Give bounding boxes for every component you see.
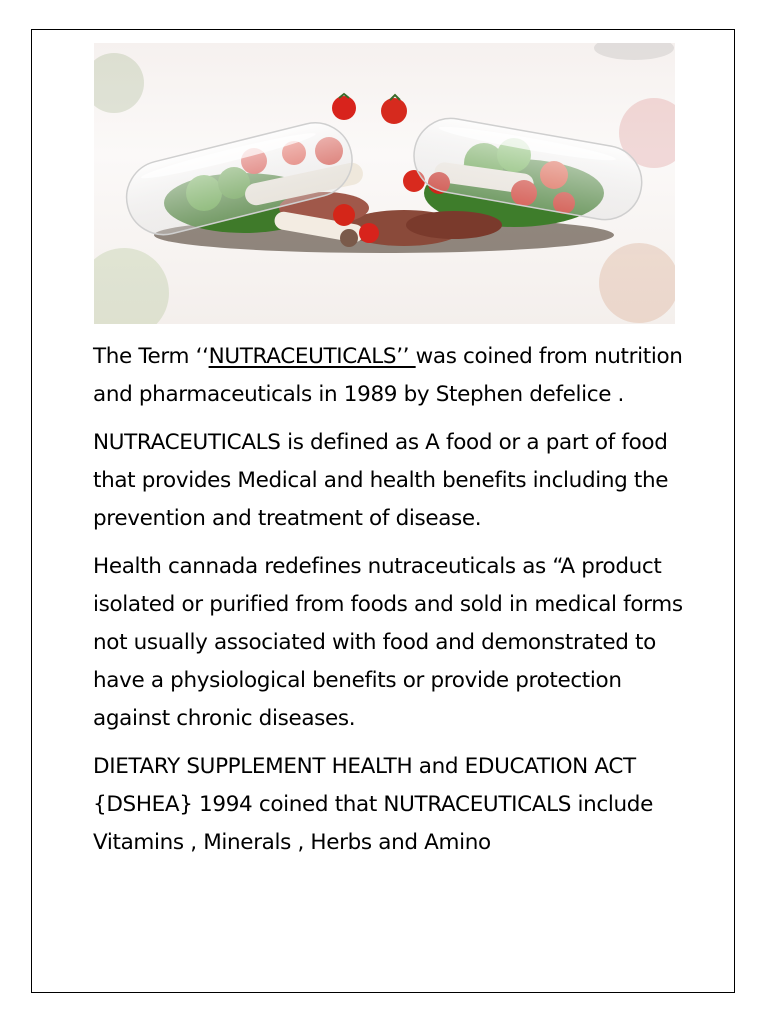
paragraph-health-canada: Health cannada redefines nutraceuticals as “A product isolated or purified from foods and sold in medical forms not usually associated with food and demonstrated to have a physiological benefits or provide protection against chronic diseases.	[93, 554, 683, 731]
term-origin-text: was coined from nutrition and pharmaceuticals in 1989 by Stephen defelice .	[93, 344, 683, 407]
term-intro-text: The Term ‘‘	[93, 344, 209, 369]
paragraph-definition: NUTRACEUTICALS is defined as A food or a part of food that provides Medical and health benefits including the prevention and treatment of disease.	[93, 430, 669, 531]
paragraph-dshea: DIETARY SUPPLEMENT HEALTH and EDUCATION ACT {DSHEA} 1994 coined that NUTRACEUTICALS include Vitamins , Minerals , Herbs and Amino	[93, 754, 653, 855]
article-body	[93, 338, 693, 872]
paragraph-term-origin	[93, 338, 693, 414]
capsules-with-vegetables-illustration	[94, 43, 675, 324]
term-nutraceuticals: NUTRACEUTICALS’’	[208, 344, 416, 369]
